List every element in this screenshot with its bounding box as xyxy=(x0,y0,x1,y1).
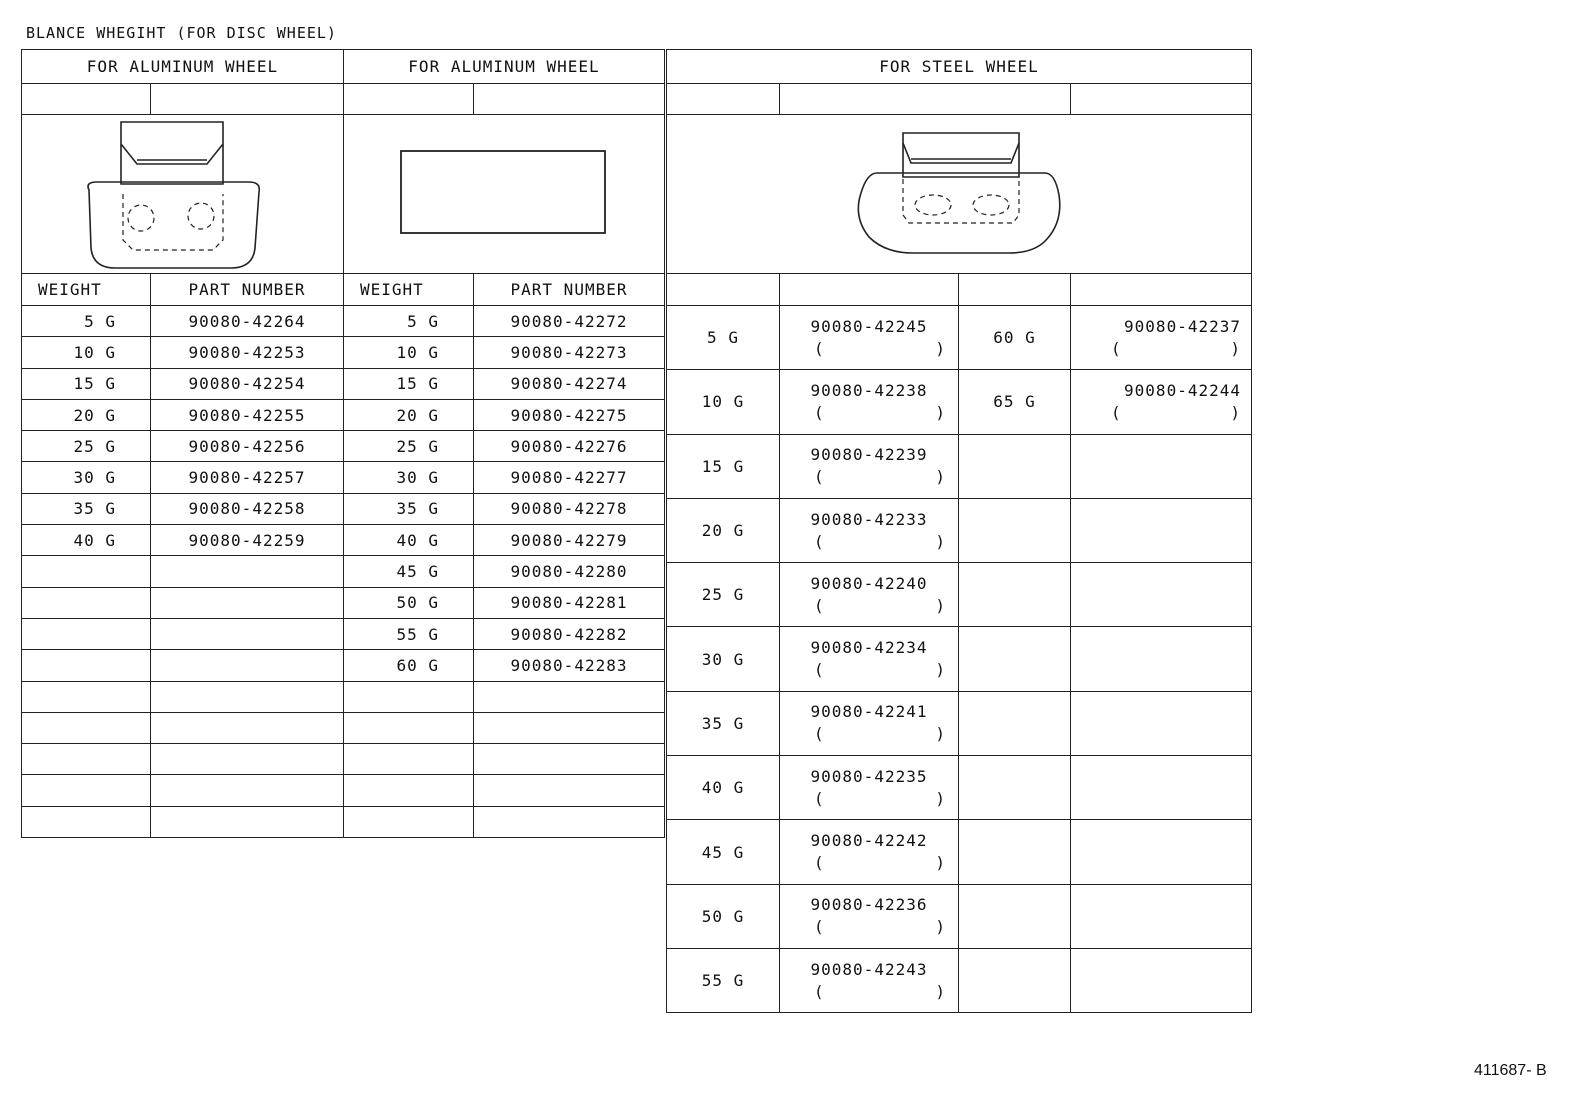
paren-open: ( xyxy=(814,338,825,358)
paren-close: ) xyxy=(935,660,946,680)
paren-blank xyxy=(1071,338,1251,360)
part-number: 90080-42236 xyxy=(810,895,928,915)
table-row xyxy=(22,775,665,806)
weight-cell: 40 G xyxy=(667,756,780,820)
blank-cell xyxy=(780,274,959,306)
paren-close: ) xyxy=(935,402,946,422)
part-number-header: PART NUMBER xyxy=(474,274,665,306)
table-row xyxy=(667,306,1252,370)
part-number: 90080-42237 xyxy=(1124,316,1241,336)
part-number-cell xyxy=(780,498,959,562)
table-row xyxy=(667,884,1252,948)
part-number-cell xyxy=(151,587,344,618)
paren-blank xyxy=(780,466,958,488)
paren-open: ( xyxy=(814,981,825,1001)
weight-cell: 60 G xyxy=(344,650,474,681)
part-number-cell: 90080-42258 xyxy=(151,493,344,524)
part-number: 90080-42245 xyxy=(810,316,928,336)
part-number-cell: 90080-42283 xyxy=(474,650,665,681)
paren-close: ) xyxy=(1230,402,1241,422)
weight-cell: 5 G xyxy=(344,306,474,337)
part-number-cell: 90080-42264 xyxy=(151,306,344,337)
weight-cell: 45 G xyxy=(667,820,780,884)
weight-cell: 35 G xyxy=(344,493,474,524)
blank-cell xyxy=(667,84,780,115)
paren-close: ) xyxy=(935,595,946,615)
weight-cell: 40 G xyxy=(22,525,151,556)
steel-clip-weight-drawing xyxy=(849,129,1069,259)
part-number: 90080-42242 xyxy=(810,831,928,851)
weight-cell xyxy=(959,820,1071,884)
part-number-cell xyxy=(1071,884,1252,948)
part-number-cell: 90080-42278 xyxy=(474,493,665,524)
paren-open: ( xyxy=(814,531,825,551)
part-number: 90080-42239 xyxy=(810,445,928,465)
part-number-cell xyxy=(780,306,959,370)
weight-cell xyxy=(959,948,1071,1012)
part-number-cell xyxy=(780,627,959,691)
paren-blank xyxy=(1071,402,1251,424)
part-number-cell xyxy=(1071,306,1252,370)
steel-wheel-table xyxy=(666,49,1252,1013)
blank-cell xyxy=(959,274,1071,306)
weight-cell: 60 G xyxy=(959,306,1071,370)
part-number-cell: 90080-42277 xyxy=(474,462,665,493)
part-number-cell xyxy=(780,434,959,498)
table-row xyxy=(22,587,665,618)
part-number-cell xyxy=(151,618,344,649)
weight-cell xyxy=(959,884,1071,948)
weight-cell: 30 G xyxy=(22,462,151,493)
table-row xyxy=(667,563,1252,627)
weight-cell xyxy=(22,650,151,681)
part-number-cell xyxy=(1071,756,1252,820)
adhesive-weight-drawing xyxy=(399,149,609,239)
paren-close: ) xyxy=(935,531,946,551)
part-number-cell xyxy=(780,691,959,755)
paren-blank xyxy=(780,723,958,745)
paren-blank xyxy=(780,852,958,874)
part-number-cell: 90080-42281 xyxy=(474,587,665,618)
blank-cell xyxy=(474,84,665,115)
table-row xyxy=(667,948,1252,1012)
paren-close: ) xyxy=(935,917,946,937)
blank-cell xyxy=(667,274,780,306)
paren-open: ( xyxy=(1111,402,1122,422)
table-row xyxy=(22,618,665,649)
blank-cell xyxy=(344,84,474,115)
part-number-cell: 90080-42282 xyxy=(474,618,665,649)
table-row xyxy=(22,337,665,368)
aluminum-wheel-table xyxy=(21,49,665,838)
part-number-cell: 90080-42253 xyxy=(151,337,344,368)
weight-cell xyxy=(959,434,1071,498)
part-number-cell: 90080-42273 xyxy=(474,337,665,368)
paren-open: ( xyxy=(814,402,825,422)
weight-cell xyxy=(22,806,151,837)
part-number-cell xyxy=(474,712,665,743)
table-row xyxy=(667,498,1252,562)
paren-close: ) xyxy=(1230,338,1241,358)
weight-cell: 15 G xyxy=(667,434,780,498)
weight-cell: 25 G xyxy=(22,431,151,462)
weight-cell xyxy=(959,627,1071,691)
weight-cell xyxy=(959,756,1071,820)
part-number-cell xyxy=(780,948,959,1012)
table-row xyxy=(22,744,665,775)
paren-close: ) xyxy=(935,724,946,744)
weight-cell: 35 G xyxy=(22,493,151,524)
part-number: 90080-42233 xyxy=(810,509,928,529)
blank-cell xyxy=(1071,84,1252,115)
adhesive-weight-drawing-cell xyxy=(344,115,665,274)
weight-cell xyxy=(344,806,474,837)
weight-cell: 10 G xyxy=(344,337,474,368)
part-number: 90080-42244 xyxy=(1124,380,1241,400)
part-number-cell xyxy=(1071,820,1252,884)
table-row xyxy=(667,691,1252,755)
steel-weight-drawing-cell xyxy=(667,115,1252,274)
table-row xyxy=(22,368,665,399)
part-number: 90080-42241 xyxy=(810,702,928,722)
part-number-cell xyxy=(474,744,665,775)
table-row xyxy=(22,525,665,556)
part-number-cell xyxy=(151,556,344,587)
weight-cell xyxy=(22,556,151,587)
part-number-cell: 90080-42276 xyxy=(474,431,665,462)
weight-header: WEIGHT xyxy=(22,274,151,306)
weight-cell xyxy=(22,775,151,806)
part-number-cell xyxy=(474,806,665,837)
paren-blank xyxy=(780,916,958,938)
weight-cell xyxy=(344,681,474,712)
weight-cell: 55 G xyxy=(667,948,780,1012)
paren-close: ) xyxy=(935,467,946,487)
part-number-cell xyxy=(1071,948,1252,1012)
part-number-cell xyxy=(151,650,344,681)
part-number-cell xyxy=(1071,434,1252,498)
part-number-cell xyxy=(151,744,344,775)
weight-cell: 5 G xyxy=(22,306,151,337)
weight-cell: 5 G xyxy=(667,306,780,370)
weight-cell: 20 G xyxy=(22,399,151,430)
blank-cell xyxy=(780,84,1071,115)
weight-cell xyxy=(22,712,151,743)
part-number-cell: 90080-42275 xyxy=(474,399,665,430)
weight-cell: 45 G xyxy=(344,556,474,587)
weight-cell: 30 G xyxy=(667,627,780,691)
table-row xyxy=(22,306,665,337)
clip-on-weight-drawing-cell xyxy=(22,115,344,274)
table-row xyxy=(667,434,1252,498)
table-row xyxy=(22,462,665,493)
paren-open: ( xyxy=(814,595,825,615)
table-row xyxy=(22,650,665,681)
weight-cell xyxy=(22,587,151,618)
part-number-cell xyxy=(151,806,344,837)
part-number-cell: 90080-42256 xyxy=(151,431,344,462)
weight-cell: 65 G xyxy=(959,370,1071,434)
paren-open: ( xyxy=(814,788,825,808)
part-number-cell xyxy=(151,712,344,743)
table-row xyxy=(667,370,1252,434)
weight-cell: 25 G xyxy=(344,431,474,462)
weight-cell: 55 G xyxy=(344,618,474,649)
paren-open: ( xyxy=(1111,338,1122,358)
paren-blank xyxy=(780,531,958,553)
table-row xyxy=(667,820,1252,884)
table-row xyxy=(22,712,665,743)
table-row xyxy=(22,493,665,524)
part-number-cell: 90080-42255 xyxy=(151,399,344,430)
part-number-cell: 90080-42280 xyxy=(474,556,665,587)
weight-cell: 15 G xyxy=(344,368,474,399)
part-number-cell: 90080-42274 xyxy=(474,368,665,399)
table-row xyxy=(22,806,665,837)
part-number: 90080-42240 xyxy=(810,573,928,593)
part-number-header: PART NUMBER xyxy=(151,274,344,306)
paren-open: ( xyxy=(814,724,825,744)
weight-cell: 20 G xyxy=(667,498,780,562)
part-number-cell xyxy=(1071,627,1252,691)
part-number: 90080-42238 xyxy=(810,380,928,400)
weight-cell xyxy=(22,618,151,649)
weight-cell xyxy=(959,563,1071,627)
weight-cell xyxy=(22,681,151,712)
weight-header: WEIGHT xyxy=(344,274,474,306)
table-row xyxy=(22,556,665,587)
part-number-cell xyxy=(474,775,665,806)
paren-close: ) xyxy=(935,788,946,808)
clip-on-weight-drawing xyxy=(83,118,283,270)
weight-cell: 25 G xyxy=(667,563,780,627)
part-number: 90080-42235 xyxy=(810,766,928,786)
part-number-cell: 90080-42257 xyxy=(151,462,344,493)
weight-cell: 10 G xyxy=(667,370,780,434)
part-number-cell xyxy=(1071,691,1252,755)
weight-cell: 50 G xyxy=(667,884,780,948)
reference-number: 411687- B xyxy=(1474,1062,1547,1079)
group1-header: FOR ALUMINUM WHEEL xyxy=(22,50,344,84)
paren-blank xyxy=(780,595,958,617)
part-number-cell xyxy=(780,370,959,434)
paren-blank xyxy=(780,788,958,810)
paren-open: ( xyxy=(814,660,825,680)
part-number-cell xyxy=(474,681,665,712)
weight-cell: 20 G xyxy=(344,399,474,430)
weight-cell xyxy=(344,712,474,743)
part-number-cell: 90080-42272 xyxy=(474,306,665,337)
table-row xyxy=(22,399,665,430)
paren-open: ( xyxy=(814,467,825,487)
page-title: BLANCE WHEGIHT (FOR DISC WHEEL) xyxy=(26,24,337,42)
group2-header: FOR ALUMINUM WHEEL xyxy=(344,50,665,84)
part-number-cell xyxy=(1071,498,1252,562)
paren-blank xyxy=(780,981,958,1003)
table-row xyxy=(22,431,665,462)
table-row xyxy=(667,756,1252,820)
table-row xyxy=(667,627,1252,691)
paren-blank xyxy=(780,402,958,424)
paren-close: ) xyxy=(935,853,946,873)
weight-cell: 30 G xyxy=(344,462,474,493)
weight-cell: 15 G xyxy=(22,368,151,399)
weight-cell xyxy=(959,691,1071,755)
paren-open: ( xyxy=(814,853,825,873)
paren-close: ) xyxy=(935,981,946,1001)
paren-blank xyxy=(780,659,958,681)
part-number-cell: 90080-42279 xyxy=(474,525,665,556)
part-number-cell xyxy=(1071,370,1252,434)
part-number-cell xyxy=(780,563,959,627)
weight-cell: 40 G xyxy=(344,525,474,556)
weight-cell xyxy=(22,744,151,775)
paren-open: ( xyxy=(814,917,825,937)
paren-close: ) xyxy=(935,338,946,358)
part-number-cell xyxy=(780,884,959,948)
weight-cell xyxy=(344,775,474,806)
part-number-cell: 90080-42254 xyxy=(151,368,344,399)
steel-wheel-header: FOR STEEL WHEEL xyxy=(667,50,1252,84)
part-number-cell: 90080-42259 xyxy=(151,525,344,556)
blank-cell xyxy=(1071,274,1252,306)
weight-cell xyxy=(344,744,474,775)
paren-blank xyxy=(780,338,958,360)
part-number-cell xyxy=(780,756,959,820)
part-number: 90080-42234 xyxy=(810,638,928,658)
part-number-cell xyxy=(151,775,344,806)
weight-cell: 10 G xyxy=(22,337,151,368)
weight-cell xyxy=(959,498,1071,562)
blank-cell xyxy=(22,84,151,115)
weight-cell: 35 G xyxy=(667,691,780,755)
part-number-cell xyxy=(780,820,959,884)
part-number-cell xyxy=(1071,563,1252,627)
weight-cell: 50 G xyxy=(344,587,474,618)
part-number: 90080-42243 xyxy=(810,959,928,979)
table-row xyxy=(22,681,665,712)
blank-cell xyxy=(151,84,344,115)
part-number-cell xyxy=(151,681,344,712)
